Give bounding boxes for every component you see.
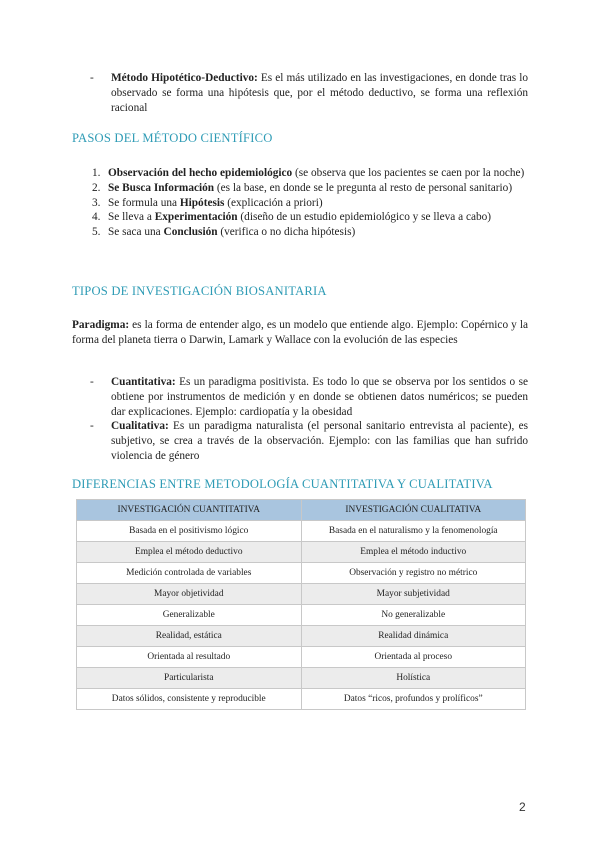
step-text: [108, 196, 528, 211]
section-heading-diferencias: DIFERENCIAS ENTRE METODOLOGÍA CUANTITATIVA Y CUALITATIVA: [72, 477, 493, 491]
table-header-cell: INVESTIGACIÓN CUANTITATIVA: [77, 500, 302, 521]
table-cell: Orientada al resultado: [77, 647, 302, 668]
step-number: 2.: [92, 181, 101, 194]
table-cell: Holística: [301, 668, 526, 689]
step-post: (diseño de un estudio epidemiológico y se lleva a cabo): [237, 211, 492, 224]
table-cell: Realidad, estática: [77, 626, 302, 647]
table-cell: Emplea el método deductivo: [77, 542, 302, 563]
table-header-cell: INVESTIGACIÓN CUALITATIVA: [301, 500, 526, 521]
table-cell: Realidad dinámica: [301, 626, 526, 647]
step-text: [108, 210, 528, 225]
step-text: [108, 181, 528, 196]
step-item: [92, 166, 528, 181]
bullet-body: Es el más utilizado en las investigaciones, en donde tras lo observado se forma una hipótesis que, por el método deductivo, se forma una reflexión racional: [111, 72, 528, 114]
bullet-text: [111, 71, 528, 116]
table-cell: Orientada al proceso: [301, 647, 526, 668]
table-cell: Datos sólidos, consistente y reproducible: [77, 689, 302, 710]
bullet-dash: -: [90, 376, 94, 388]
bullet-dash: -: [90, 72, 94, 84]
paradigm-text: es la forma de entender algo, es un modelo que entiende algo. Ejemplo: Copérnico y la forma del planeta tierra o Darwin, Lamark y Wallace con la evolución de las especies: [72, 319, 528, 346]
table-cell: Mayor subjetividad: [301, 584, 526, 605]
section-heading-pasos: PASOS DEL MÉTODO CIENTÍFICO: [72, 131, 273, 145]
bullet-cuantitativa: [90, 375, 528, 420]
page-number: 2: [519, 800, 526, 814]
step-item: [92, 196, 528, 211]
step-post: (explicación a priori): [224, 196, 323, 209]
table-row: [77, 626, 526, 647]
table-row: [77, 668, 526, 689]
table-cell: Datos “ricos, profundos y prolíficos”: [301, 689, 526, 710]
table-cell: Mayor objetividad: [77, 584, 302, 605]
table-cell: No generalizable: [301, 605, 526, 626]
table-row: [77, 521, 526, 542]
step-bold: Hipótesis: [179, 196, 225, 209]
bullet-body: Es un paradigma positivista. Es todo lo que se observa por los sentidos o se obtiene por instrumentos de medición y en donde se obtienen datos numéricos; se pueden dar explicaciones. Ejemplo: cardiopatía y la obesidad: [111, 376, 528, 418]
comparison-table: [76, 499, 526, 710]
step-pre: Se saca una: [108, 226, 164, 239]
step-item: [92, 181, 528, 196]
intro-bullet: [90, 71, 528, 116]
paradigm-label: Paradigma:: [72, 319, 130, 331]
table-cell: Emplea el método inductivo: [301, 542, 526, 563]
bullet-label: Cuantitativa:: [111, 376, 176, 388]
step-post: (verifica o no dicha hipótesis): [217, 226, 356, 239]
step-pre: Se formula una: [108, 196, 180, 209]
step-number: 5.: [92, 226, 101, 239]
step-post: (es la base, en donde se le pregunta al resto de personal sanitario): [214, 181, 513, 194]
step-text: [108, 166, 528, 181]
bullet-cualitativa: [90, 419, 528, 464]
step-item: [92, 225, 528, 240]
step-number: 4.: [92, 211, 101, 224]
bullet-body: Es un paradigma naturalista (el personal sanitario entrevista al paciente), es subjetivo, se crea a través de la observación. Ejemplo: con las familias que han sufrido violencia de género: [111, 420, 528, 462]
step-item: [92, 210, 528, 225]
table-cell: Basada en el naturalismo y la fenomenología: [301, 521, 526, 542]
table-cell: Observación y registro no métrico: [301, 563, 526, 584]
bullet-dash: -: [90, 420, 94, 432]
step-bold: Se Busca Información: [108, 181, 215, 194]
table-cell: Particularista: [77, 668, 302, 689]
table-header-row: [77, 500, 526, 521]
table-cell: Medición controlada de variables: [77, 563, 302, 584]
step-bold: Observación del hecho epidemiológico: [108, 167, 293, 179]
step-text: [108, 225, 528, 240]
steps-list: [92, 166, 528, 240]
table-cell: Generalizable: [77, 605, 302, 626]
table-row: [77, 542, 526, 563]
table-row: [77, 584, 526, 605]
bullet-text: [111, 375, 528, 420]
section-heading-tipos: TIPOS DE INVESTIGACIÓN BIOSANITARIA: [72, 284, 327, 298]
table-row: [77, 689, 526, 710]
table-row: [77, 563, 526, 584]
bullet-label: Método Hipotético-Deductivo:: [111, 72, 258, 84]
step-number: 3.: [92, 196, 101, 209]
table-cell: Basada en el positivismo lógico: [77, 521, 302, 542]
table-row: [77, 605, 526, 626]
step-post: (se observa que los pacientes se caen por la noche): [292, 167, 525, 179]
step-bold: Conclusión: [163, 226, 218, 239]
bullet-label: Cualitativa:: [111, 420, 169, 432]
step-bold: Experimentación: [154, 211, 238, 224]
bullet-text: [111, 419, 528, 464]
paradigm-paragraph: [72, 318, 528, 348]
table-row: [77, 647, 526, 668]
step-number: 1.: [92, 167, 101, 179]
step-pre: Se lleva a: [108, 211, 155, 224]
